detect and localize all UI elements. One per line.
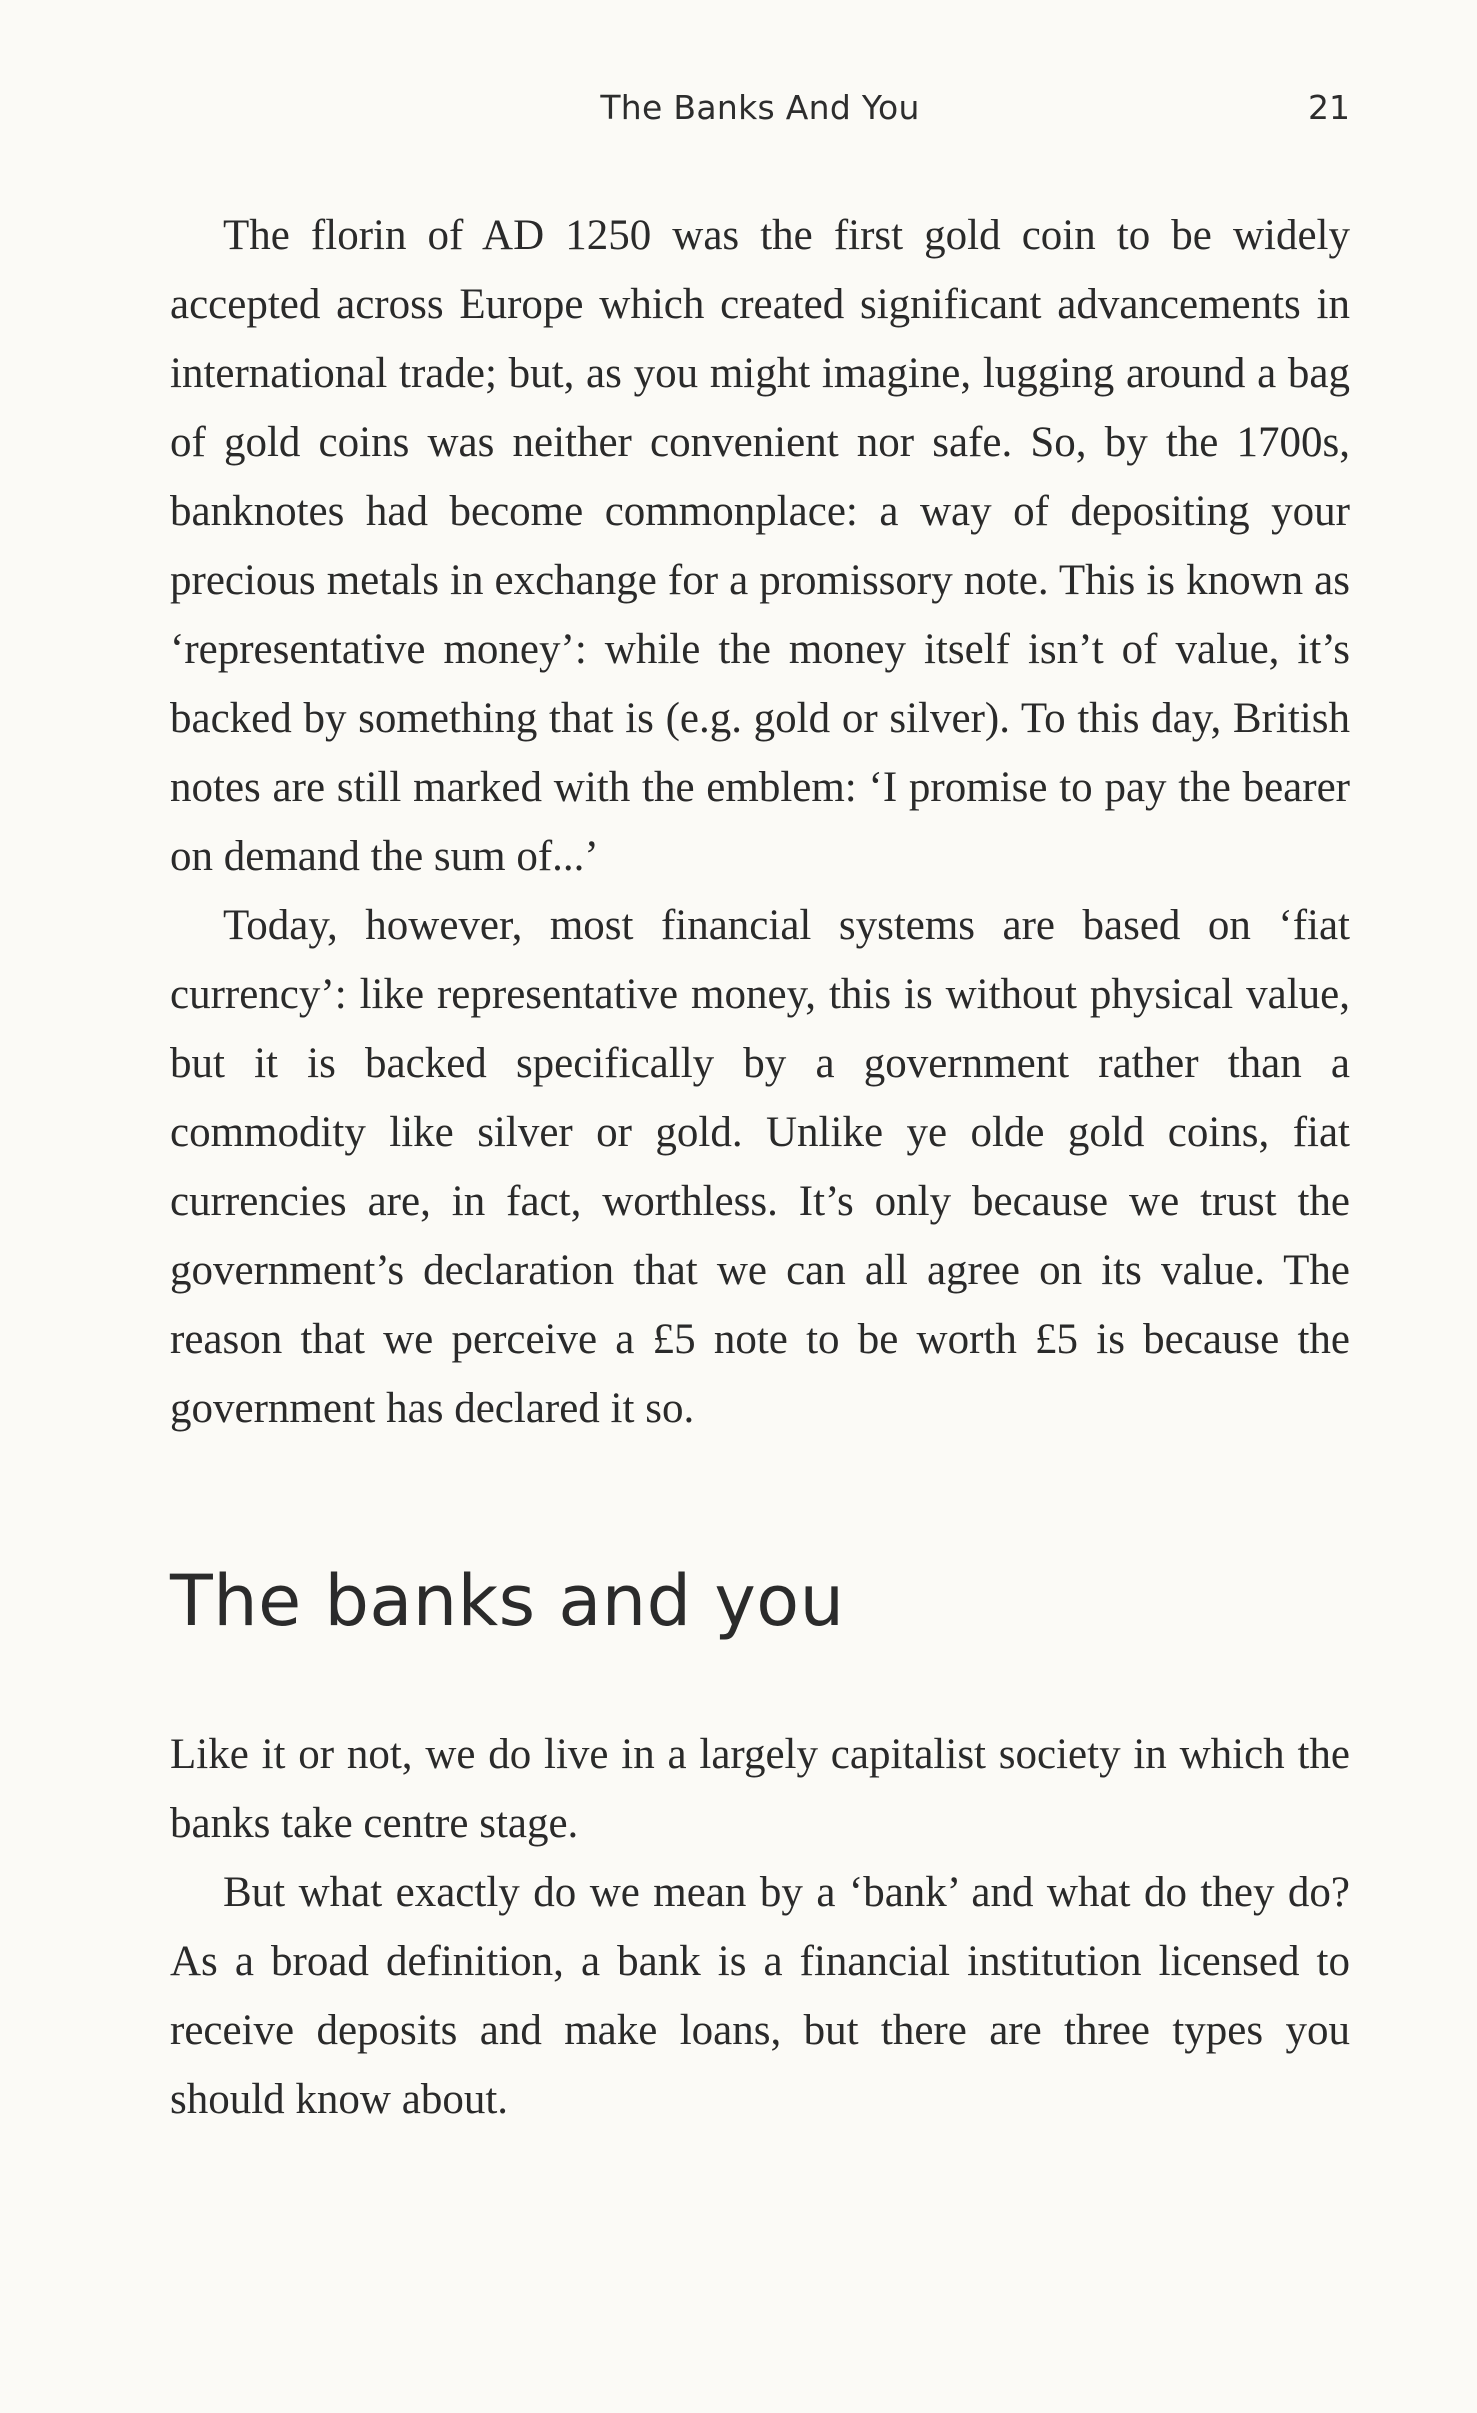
running-header	[170, 88, 1350, 138]
paragraph-florin-history: The florin of AD 1250 was the first gold coin to be widely accepted across Europe which created significant advancements in international trade; but, as you might imagine, lugging around a bag of gold coins was neither convenient nor safe. So, by the 1700s, banknotes had become commonplace: a way of depositing your precious metals in exchange for a promissory note. This is known as ‘representative money’: while the money itself isn’t of value, it’s backed by something that is (e.g. gold or silver). To this day, British notes are still marked with the emblem: ‘I promise to pay the bearer on demand the sum of...’	[170, 212, 1350, 880]
running-title: The Banks And You	[600, 88, 920, 127]
paragraph-capitalist-society: Like it or not, we do live in a largely capitalist society in which the banks take centre stage.	[170, 1731, 1350, 1847]
paragraph-bank-definition: But what exactly do we mean by a ‘bank’ and what do they do? As a broad definition, a bank is a financial institution licensed to receive deposits and make loans, but there are three types you should know about.	[170, 1869, 1350, 2123]
body-text-section-2	[170, 1720, 1350, 2134]
page-number: 21	[1308, 88, 1350, 127]
body-text-section-1	[170, 201, 1350, 1443]
section-heading: The banks and you	[170, 1560, 845, 1642]
paragraph-fiat-currency: Today, however, most financial systems are based on ‘fiat currency’: like representative money, this is without physical value, but it is backed specifically by a government rather than a commodity like silver or gold. Unlike ye olde gold coins, fiat currencies are, in fact, worthless. It’s only because we trust the government’s declaration that we can all agree on its value. The reason that we perceive a £5 note to be worth £5 is because the government has declared it so.	[170, 902, 1350, 1432]
